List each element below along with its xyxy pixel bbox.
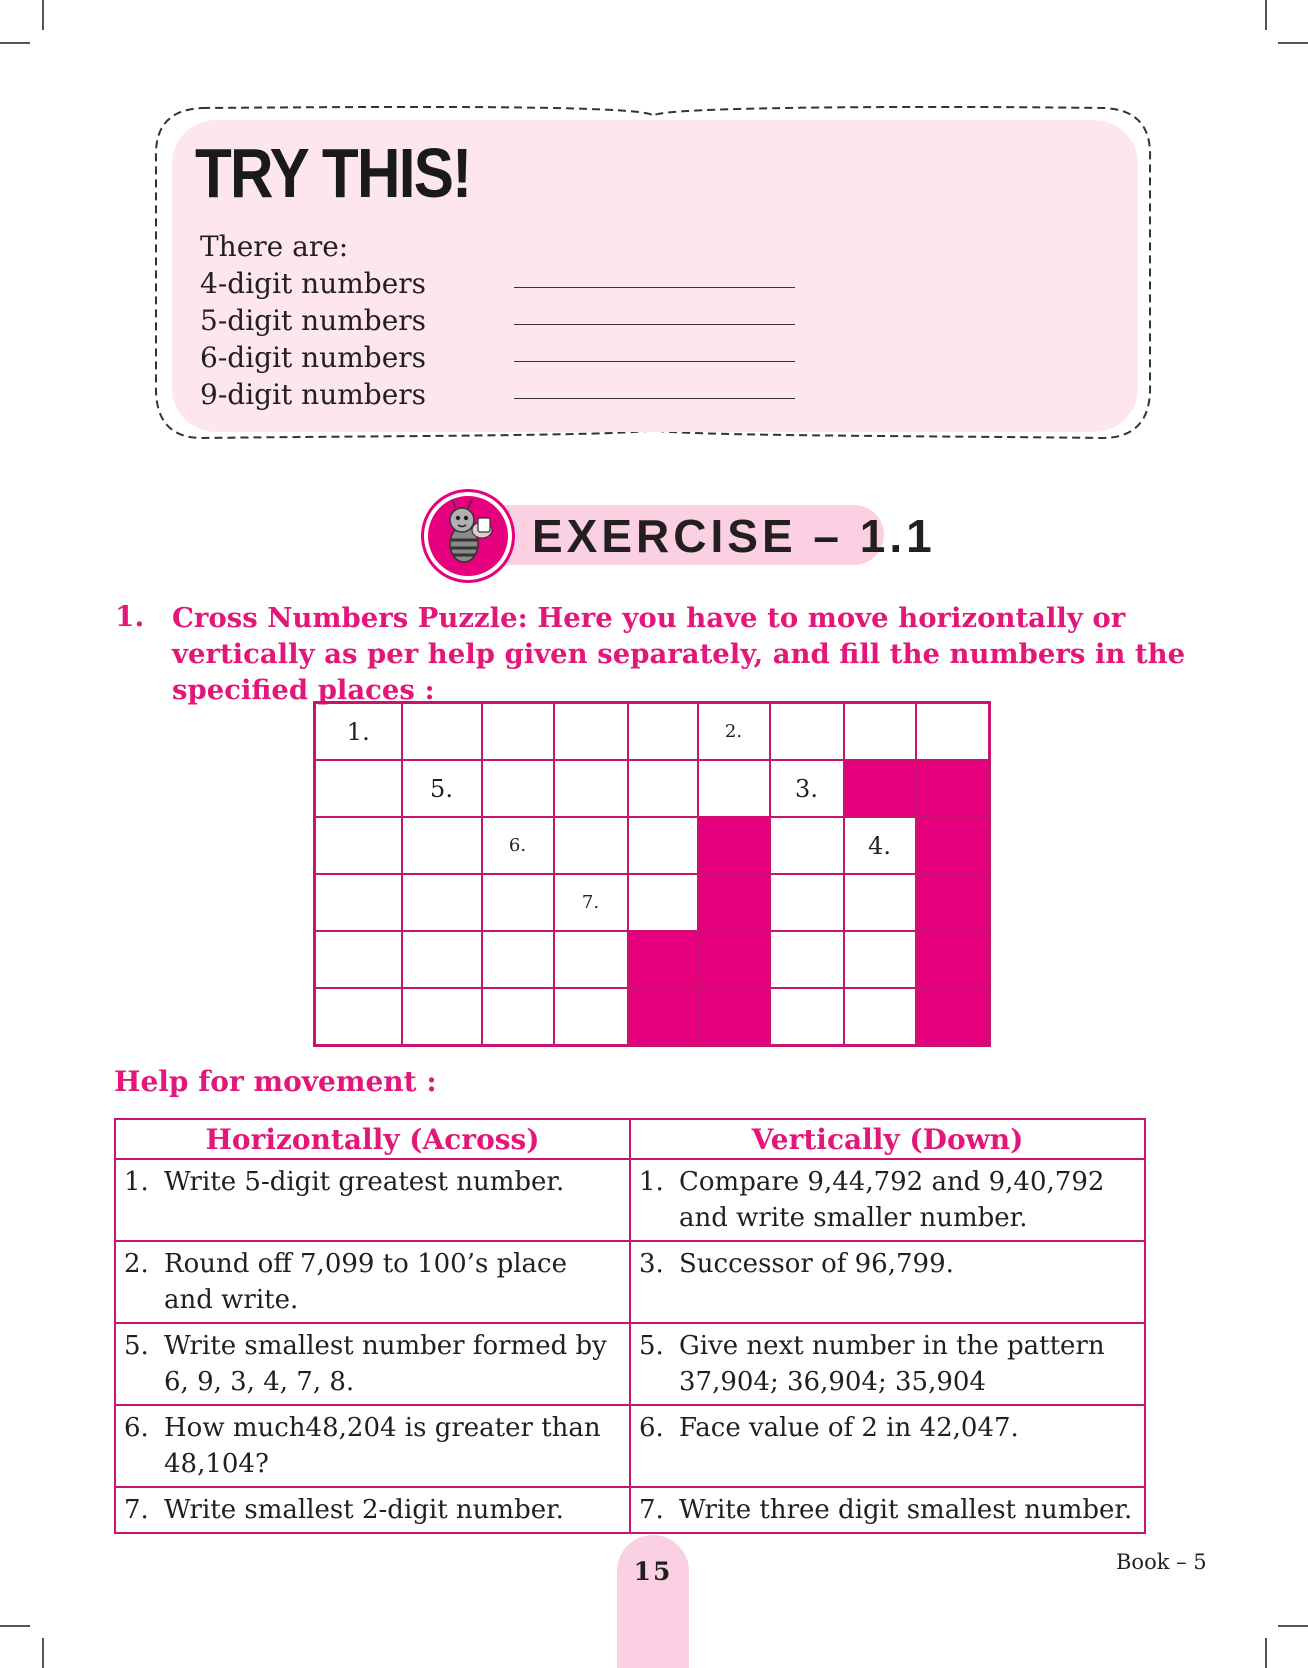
clue-number: 2. — [724, 721, 743, 742]
answer-cell[interactable] — [844, 931, 916, 988]
question-text: Cross Numbers Puzzle: Here you have to move horizontally or vertically as per help given separately, and fill the numbers in the specified places : — [172, 602, 1186, 706]
answer-cell[interactable] — [315, 988, 402, 1046]
answer-cell[interactable] — [698, 760, 770, 817]
try-row-6-digit — [200, 339, 800, 376]
answer-cell[interactable] — [315, 703, 402, 761]
page-number: 15 — [633, 1557, 673, 1586]
grid-row — [315, 874, 990, 931]
grid-row — [315, 988, 990, 1046]
try-row-label: 4-digit numbers — [200, 267, 427, 300]
clue-number: 3. — [795, 774, 818, 803]
answer-cell[interactable] — [402, 703, 482, 761]
across-clue: 6. How much48,204 is greater than 48,104? — [124, 1413, 601, 1479]
table-row — [115, 1323, 1145, 1405]
exercise-title: EXERCISE – 1.1 — [532, 510, 936, 562]
crop-mark — [0, 1625, 30, 1627]
grid-row — [315, 817, 990, 874]
down-header: Vertically (Down) — [630, 1119, 1145, 1159]
across-clue: 7. Write smallest 2-digit number. — [124, 1495, 564, 1525]
try-this-title: TRY THIS! — [195, 134, 471, 212]
try-row-5-digit — [200, 302, 800, 339]
answer-cell[interactable] — [770, 931, 844, 988]
across-clue: 2. Round off 7,099 to 100’s place and write. — [124, 1249, 567, 1315]
answer-cell[interactable] — [482, 931, 554, 988]
answer-cell[interactable] — [554, 874, 628, 931]
answer-cell[interactable] — [402, 760, 482, 817]
table-row — [115, 1487, 1145, 1533]
answer-cell[interactable] — [315, 760, 402, 817]
try-this-intro: There are: — [200, 230, 349, 263]
answer-cell[interactable] — [554, 931, 628, 988]
crop-mark — [1265, 1638, 1267, 1668]
answer-cell[interactable] — [628, 817, 698, 874]
answer-cell[interactable] — [770, 988, 844, 1046]
try-this-list — [200, 228, 800, 413]
answer-cell[interactable] — [770, 703, 844, 761]
across-clue: 5. Write smallest number formed by 6, 9, 3, 4, 7, 8. — [124, 1331, 607, 1397]
blocked-cell — [916, 817, 990, 874]
answer-cell[interactable] — [554, 817, 628, 874]
page-number-tab — [617, 1535, 689, 1668]
answer-cell[interactable] — [844, 874, 916, 931]
answer-cell[interactable] — [844, 817, 916, 874]
answer-cell[interactable] — [770, 817, 844, 874]
blocked-cell — [916, 988, 990, 1046]
answer-cell[interactable] — [315, 817, 402, 874]
answer-cell[interactable] — [315, 874, 402, 931]
crop-mark — [1265, 0, 1267, 30]
crop-mark — [0, 42, 30, 44]
clue-number: 7. — [581, 892, 600, 913]
clue-number: 4. — [868, 831, 891, 860]
grid-row — [315, 931, 990, 988]
answer-cell[interactable] — [482, 760, 554, 817]
answer-blank[interactable] — [514, 361, 795, 362]
answer-cell[interactable] — [770, 874, 844, 931]
answer-cell[interactable] — [482, 703, 554, 761]
answer-cell[interactable] — [402, 988, 482, 1046]
answer-cell[interactable] — [315, 931, 402, 988]
answer-cell[interactable] — [482, 988, 554, 1046]
answer-cell[interactable] — [628, 874, 698, 931]
blocked-cell — [698, 988, 770, 1046]
cross-number-puzzle-grid — [313, 701, 991, 1047]
down-clue: 1. Compare 9,44,792 and 9,40,792 and write smaller number. — [639, 1167, 1105, 1233]
blocked-cell — [698, 817, 770, 874]
answer-cell[interactable] — [402, 817, 482, 874]
book-label: Book – 5 — [1116, 1550, 1207, 1574]
blocked-cell — [698, 931, 770, 988]
across-clue: 1. Write 5-digit greatest number. — [124, 1167, 565, 1197]
blocked-cell — [916, 760, 990, 817]
answer-cell[interactable] — [844, 703, 916, 761]
grid-row — [315, 703, 990, 761]
bee-mascot-icon — [428, 496, 508, 576]
clue-number: 1. — [346, 717, 370, 746]
blocked-cell — [698, 874, 770, 931]
try-row-label: 6-digit numbers — [200, 341, 427, 374]
blocked-cell — [916, 931, 990, 988]
grid-row — [315, 760, 990, 817]
clue-number: 5. — [430, 774, 453, 803]
down-clue: 7. Write three digit smallest number. — [639, 1495, 1133, 1525]
answer-cell[interactable] — [844, 988, 916, 1046]
down-clue: 5. Give next number in the pattern 37,904; 36,904; 35,904 — [639, 1331, 1105, 1397]
answer-cell[interactable] — [554, 760, 628, 817]
answer-cell[interactable] — [628, 760, 698, 817]
answer-blank[interactable] — [514, 287, 795, 288]
answer-cell[interactable] — [916, 703, 990, 761]
table-row — [115, 1159, 1145, 1241]
try-row-4-digit — [200, 265, 800, 302]
help-heading: Help for movement : — [114, 1065, 437, 1098]
answer-cell[interactable] — [554, 988, 628, 1046]
answer-cell[interactable] — [770, 760, 844, 817]
exercise-badge — [424, 492, 512, 580]
try-row-label: 9-digit numbers — [200, 378, 427, 411]
answer-cell[interactable] — [402, 874, 482, 931]
clue-number: 6. — [508, 835, 527, 856]
try-row-label: 5-digit numbers — [200, 304, 427, 337]
answer-cell[interactable] — [402, 931, 482, 988]
question-number: 1. — [115, 600, 145, 633]
down-clue: 6. Face value of 2 in 42,047. — [639, 1413, 1019, 1443]
blocked-cell — [628, 931, 698, 988]
answer-blank[interactable] — [514, 324, 795, 325]
answer-cell[interactable] — [554, 703, 628, 761]
help-table — [114, 1118, 1146, 1534]
blocked-cell — [844, 760, 916, 817]
blocked-cell — [916, 874, 990, 931]
crop-mark — [42, 1638, 44, 1668]
across-header: Horizontally (Across) — [115, 1119, 630, 1159]
table-row — [115, 1241, 1145, 1323]
answer-cell[interactable] — [482, 817, 554, 874]
crop-mark — [1278, 42, 1308, 44]
answer-cell[interactable] — [698, 703, 770, 761]
crop-mark — [42, 0, 44, 30]
blocked-cell — [628, 988, 698, 1046]
answer-blank[interactable] — [514, 398, 795, 399]
try-row-9-digit — [200, 376, 800, 413]
answer-cell[interactable] — [482, 874, 554, 931]
answer-cell[interactable] — [628, 703, 698, 761]
table-row — [115, 1405, 1145, 1487]
crop-mark — [1278, 1625, 1308, 1627]
down-clue: 3. Successor of 96,799. — [639, 1249, 954, 1279]
